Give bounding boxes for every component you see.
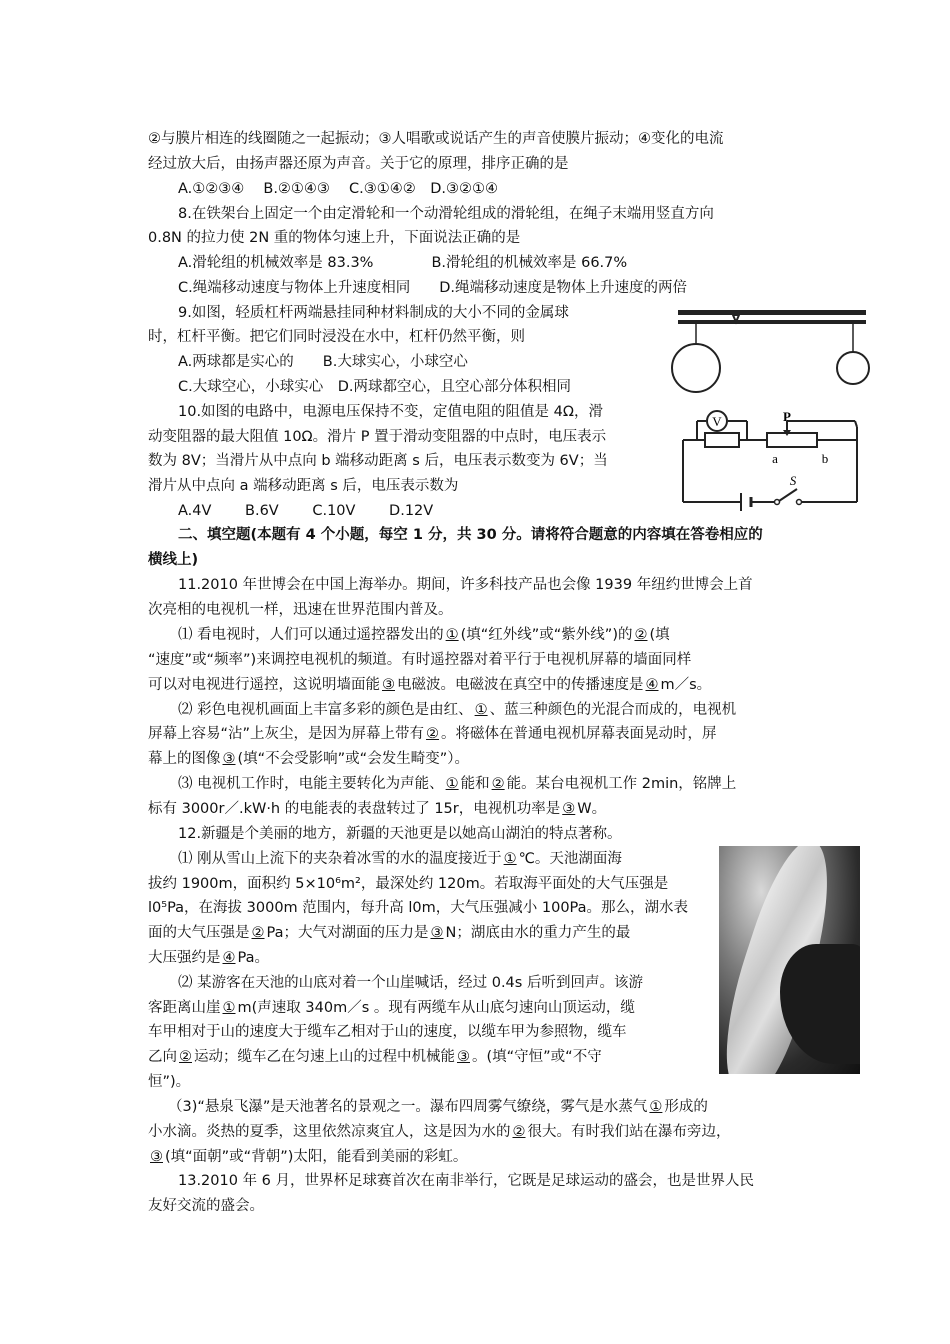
rheostat xyxy=(767,433,817,447)
blank: ② xyxy=(491,776,505,792)
section-heading: 二、填空题(本题有 4 个小题，每空 1 分，共 30 分。请将符合题意的内容填在答卷相应的 xyxy=(178,527,763,543)
text-line: 动变阻器的最大阻值 10Ω。滑片 P 置于滑动变阻器的中点时，电压表示 xyxy=(148,429,607,445)
slider-label: P xyxy=(783,409,791,424)
text-line: 车甲相对于山的速度大于缆车乙相对于山的速度，以缆车甲为参照物，缆车 xyxy=(148,1024,627,1040)
answer-options: C.大球空心，小球实心 D.两球都空心，且空心部分体积相同 xyxy=(178,379,572,395)
question-8: 8.在铁架台上固定一个由定滑轮和一个动滑轮组成的滑轮组，在绳子末端用竖直方向 xyxy=(178,206,714,222)
blank: ① xyxy=(222,1000,236,1016)
end-a-label: a xyxy=(772,451,778,466)
blank: ② xyxy=(251,925,265,941)
text-line: ⑵ 彩色电视机画面上丰富多彩的颜色是由红、 ① 、蓝三种颜色的光混合而成的，电视机 xyxy=(178,702,737,718)
blank: ③ xyxy=(562,801,576,817)
blank: ④ xyxy=(645,677,659,693)
text-line: ⑵ 某游客在天池的山底对着一个山崖喊话，经过 0.4s 后听到回声。该游 xyxy=(178,975,643,991)
blank: ② xyxy=(512,1124,526,1140)
text-line: （3)“悬泉飞瀑”是天池著名的景观之一。瀑布四周雾气缭绕，雾气是水蒸气 ① 形成的 xyxy=(168,1099,708,1115)
text-line: 时，杠杆平衡。把它们同时浸没在水中，杠杆仍然平衡，则 xyxy=(148,329,525,345)
answer-options: A.①②③④ B.②①④③ C.③①④② D.③②①④ xyxy=(178,181,499,197)
blank: ① xyxy=(503,851,517,867)
blank: ② xyxy=(179,1049,192,1065)
rock-shadow xyxy=(780,944,860,1064)
text-line: “速度”或“频率”)来调控电视机的频道。有时遥控器对着平行于电视机屏幕的墙面同样 xyxy=(148,652,692,668)
switch-label: S xyxy=(789,473,797,488)
text-line: 可以对电视进行遥控，这说明墙面能 ③ 电磁波。电磁波在真空中的传播速度是 ④ m／s。 xyxy=(148,677,712,693)
blank: ② xyxy=(426,726,440,742)
text-line: ③ (填“面朝”或“背朝”)太阳，能看到美丽的彩虹。 xyxy=(150,1149,468,1165)
question-10: 10.如图的电路中，电源电压保持不变，定值电阻的阻值是 4Ω，滑 xyxy=(178,404,603,420)
text-line: ⑴ 看电视时，人们可以通过遥控器发出的 ① (填“红外线”或“紫外线”)的 ② (填 xyxy=(178,627,670,643)
blank: ① xyxy=(474,702,488,718)
text-line: ②与膜片相连的线圈随之一起振动；③人唱歌或说话产生的声音使膜片振动；④变化的电流 xyxy=(148,131,724,147)
circuit-figure xyxy=(675,405,865,515)
text-line: ⑴ 刚从雪山上流下的夹杂着冰雪的水的温度接近于 ① ℃。天池湖面海 xyxy=(178,851,622,867)
text-line: 面的大气压强是 ② Pa；大气对湖面的压力是 ③ N；湖底由水的重力产生的最 xyxy=(148,925,631,941)
blank: ② xyxy=(634,627,648,643)
voltmeter-label: V xyxy=(712,414,722,429)
text-line: 恒”)。 xyxy=(148,1074,191,1090)
blank: ③ xyxy=(222,751,236,767)
lever-figure xyxy=(660,308,880,400)
text-line: ⑶ 电视机工作时，电能主要转化为声能、 ① 能和 ② 能。某台电视机工作 2min，铭牌上 xyxy=(178,776,737,792)
blank: ③ xyxy=(382,677,395,693)
waterfall-photo xyxy=(719,846,860,1074)
blank: ① xyxy=(445,776,459,792)
fixed-resistor xyxy=(705,433,739,447)
text-line: 0.8N 的拉力使 2N 重的物体匀速上升，下面说法正确的是 xyxy=(148,230,521,246)
switch-lever xyxy=(779,489,797,501)
blank: ④ xyxy=(222,950,236,966)
question-12: 12.新疆是个美丽的地方，新疆的天池更是以她高山湖泊的特点著称。 xyxy=(178,826,622,842)
text-line: l0⁵Pa，在海拔 3000m 范围内，每升高 l0m，大气压强减小 100Pa。那么，湖水表 xyxy=(148,900,689,916)
blank: ① xyxy=(445,627,459,643)
text-line: 屏幕上容易“沾”上灰尘，是因为屏幕上带有 ② 。将磁体在普通电视机屏幕表面晃动时，屏 xyxy=(148,726,717,742)
end-b-label: b xyxy=(821,451,829,466)
answer-options: A.滑轮组的机械效率是 83.3% B.滑轮组的机械效率是 66.7% xyxy=(178,255,628,271)
text-line: 标有 3000r／.kW·h 的电能表的表盘转过了 15r，电视机功率是 ③ W。 xyxy=(148,801,607,817)
text-line: 数为 8V；当滑片从中点向 b 端移动距离 s 后，电压表示数变为 6V；当 xyxy=(148,453,608,469)
support-beam xyxy=(678,310,866,315)
switch-contact xyxy=(797,500,802,505)
question-13: 13.2010 年 6 月，世界杯足球赛首次在南非举行，它既是足球运动的盛会，也是世界人民 xyxy=(178,1173,755,1189)
text-line: 次亮相的电视机一样，迅速在世界范围内普及。 xyxy=(148,602,453,618)
large-ball xyxy=(672,344,720,392)
question-9: 9.如图，轻质杠杆两端悬挂同种材料制成的大小不同的金属球 xyxy=(178,305,569,321)
text-line: 幕上的图像 ③ (填“不会受影响”或“会发生畸变”）。 xyxy=(148,751,469,767)
text-line: 客距离山崖 ① m(声速取 340m／s 。现有两缆车从山底匀速向山顶运动，缆 xyxy=(148,1000,635,1016)
small-ball xyxy=(837,352,869,384)
text-line: 友好交流的盛会。 xyxy=(148,1198,264,1214)
text-line: 大压强约是 ④ Pa。 xyxy=(148,950,269,966)
section-heading-cont: 横线上) xyxy=(148,552,199,568)
blank: ③ xyxy=(150,1149,163,1165)
question-11: 11.2010 年世博会在中国上海举办。期间，许多科技产品也会像 1939 年纽约世博会上首 xyxy=(178,577,753,593)
blank: ③ xyxy=(430,925,444,941)
text-line: 拔约 1900m，面积约 5×10⁶m²，最深处约 120m。若取海平面处的大气压强是 xyxy=(148,876,669,892)
text-line: 乙向 ② 运动；缆车乙在匀速上山的过程中机械能 ③ 。(填“守恒”或“不守 xyxy=(148,1049,602,1065)
answer-options: A.4V B.6V C.10V D.12V xyxy=(178,503,434,519)
text-line: 滑片从中点向 a 端移动距离 s 后，电压表示数为 xyxy=(148,478,459,494)
answer-options: C.绳端移动速度与物体上升速度相同 D.绳端移动速度是物体上升速度的两倍 xyxy=(178,280,688,296)
answer-options: A.两球都是实心的 B.大球实心，小球空心 xyxy=(178,354,468,370)
text-line: 小水滴。炎热的夏季，这里依然凉爽宜人，这是因为水的 ② 很大。有时我们站在瀑布旁边， xyxy=(148,1124,731,1140)
blank: ③ xyxy=(457,1049,470,1065)
blank: ① xyxy=(649,1099,663,1115)
text-line: 经过放大后，由扬声器还原为声音。关于它的原理，排序正确的是 xyxy=(148,156,569,172)
